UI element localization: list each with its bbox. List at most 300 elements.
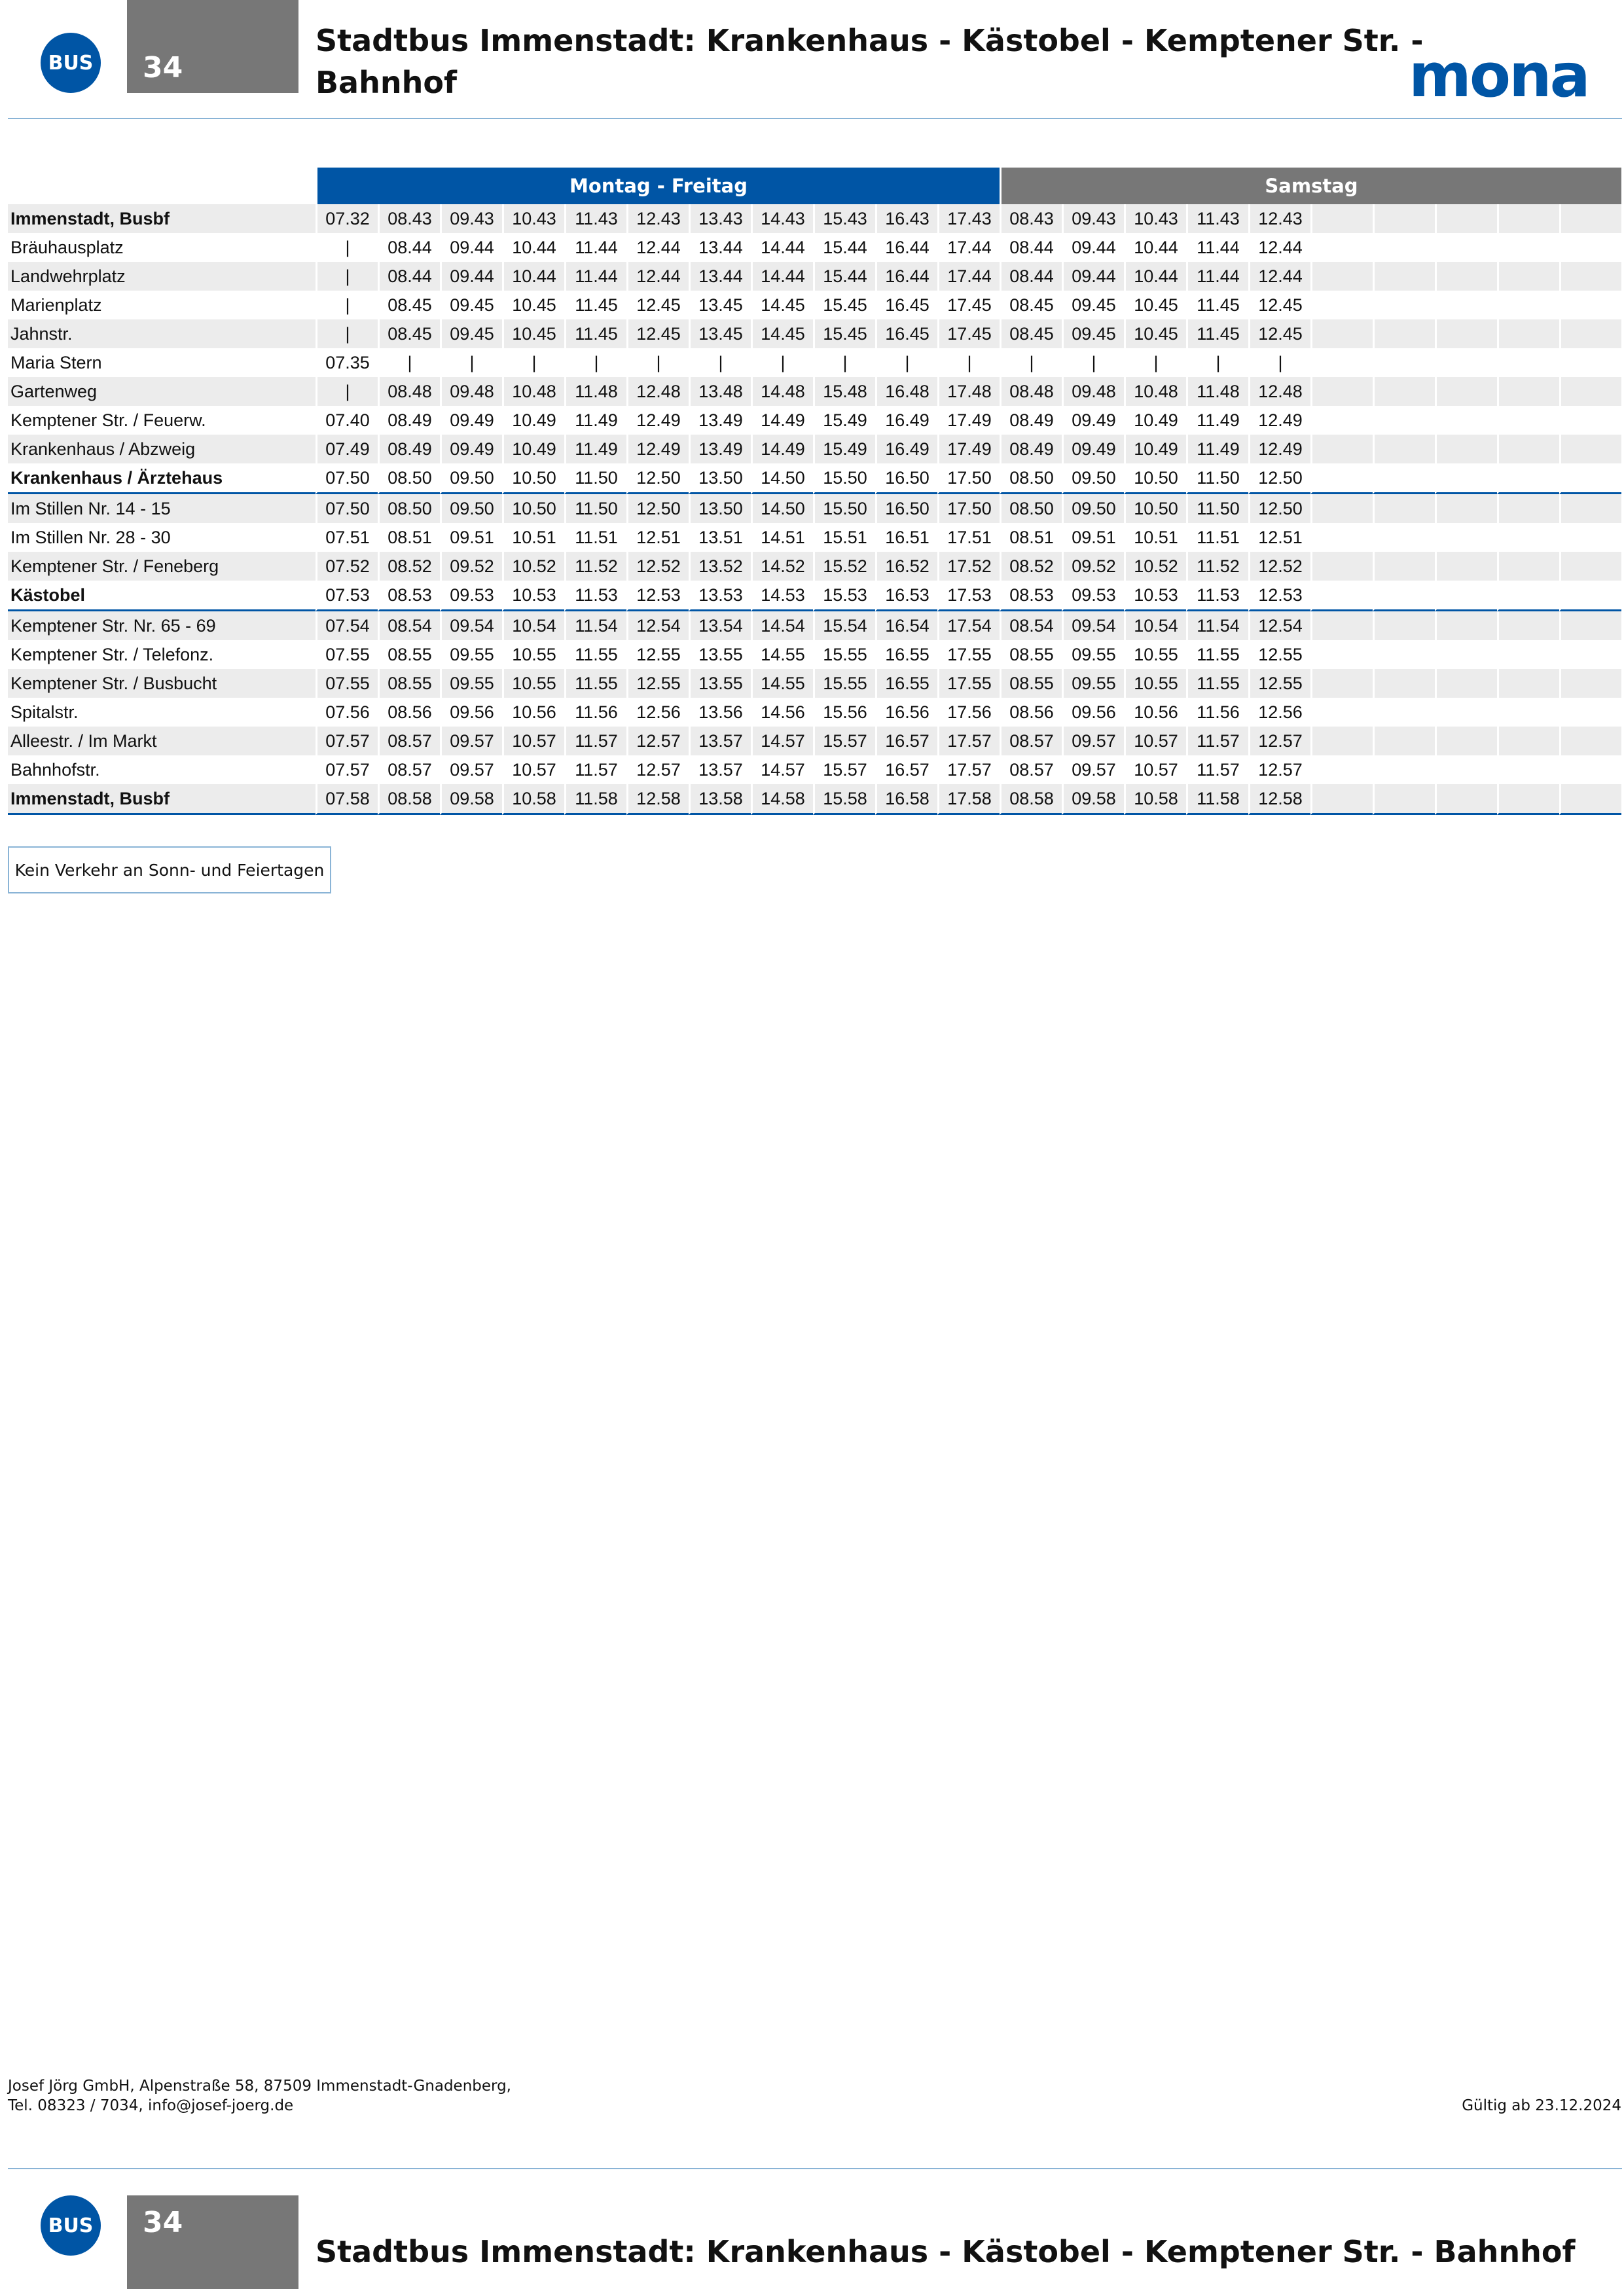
departure-time: 16.55 bbox=[875, 669, 937, 698]
departure-time: 16.57 bbox=[875, 755, 937, 784]
departure-time: 12.49 bbox=[1248, 406, 1310, 435]
departure-time: 17.45 bbox=[937, 291, 1000, 319]
table-row bbox=[8, 698, 1621, 727]
departure-time: 09.58 bbox=[1062, 784, 1124, 815]
departure-time bbox=[1373, 523, 1435, 552]
departure-time: 14.49 bbox=[751, 435, 813, 463]
departure-time: 10.48 bbox=[502, 377, 564, 406]
company-address: Josef Jörg GmbH, Alpenstraße 58, 87509 Immenstadt-Gnadenberg, bbox=[8, 2078, 511, 2095]
departure-time bbox=[1310, 581, 1373, 611]
departure-time: 11.49 bbox=[564, 406, 626, 435]
departure-time: 08.48 bbox=[1000, 377, 1062, 406]
departure-time: 12.44 bbox=[1248, 262, 1310, 291]
departure-time: 15.49 bbox=[813, 406, 875, 435]
departure-time: 15.53 bbox=[813, 581, 875, 611]
departure-time: 11.51 bbox=[1186, 523, 1248, 552]
departure-time: 07.32 bbox=[316, 204, 378, 233]
departure-time: | bbox=[378, 348, 440, 377]
departure-time: 08.44 bbox=[378, 262, 440, 291]
departure-time: 11.56 bbox=[1186, 698, 1248, 727]
departure-time bbox=[1559, 291, 1621, 319]
stop-column-header bbox=[8, 168, 316, 204]
departure-time bbox=[1559, 727, 1621, 755]
table-row bbox=[8, 319, 1621, 348]
departure-time: 17.44 bbox=[937, 262, 1000, 291]
departure-time: | bbox=[937, 348, 1000, 377]
departure-time: 15.50 bbox=[813, 463, 875, 494]
departure-time bbox=[1310, 611, 1373, 640]
departure-time: 12.45 bbox=[626, 291, 689, 319]
departure-time: 12.50 bbox=[626, 494, 689, 523]
departure-time: 17.54 bbox=[937, 611, 1000, 640]
departure-time bbox=[1559, 348, 1621, 377]
departure-time: 11.49 bbox=[564, 435, 626, 463]
departure-time bbox=[1435, 755, 1497, 784]
departure-time: | bbox=[875, 348, 937, 377]
departure-time: 10.49 bbox=[1124, 406, 1186, 435]
departure-time bbox=[1497, 581, 1559, 611]
departure-time: 08.50 bbox=[1000, 494, 1062, 523]
departure-time bbox=[1559, 611, 1621, 640]
departure-time: 07.50 bbox=[316, 494, 378, 523]
departure-time: 08.51 bbox=[1000, 523, 1062, 552]
departure-time: 10.57 bbox=[1124, 755, 1186, 784]
stop-name: Gartenweg bbox=[8, 377, 316, 406]
departure-time: 08.50 bbox=[1000, 463, 1062, 494]
departure-time: 11.49 bbox=[1186, 406, 1248, 435]
departure-time: 09.51 bbox=[1062, 523, 1124, 552]
departure-time: 17.52 bbox=[937, 552, 1000, 581]
departure-time bbox=[1373, 233, 1435, 262]
departure-time bbox=[1373, 377, 1435, 406]
departure-time: 08.51 bbox=[378, 523, 440, 552]
departure-time bbox=[1435, 377, 1497, 406]
departure-time: 15.49 bbox=[813, 435, 875, 463]
departure-time: 10.55 bbox=[502, 669, 564, 698]
departure-time: 16.50 bbox=[875, 494, 937, 523]
departure-time: 08.57 bbox=[1000, 755, 1062, 784]
departure-time: 12.57 bbox=[1248, 755, 1310, 784]
departure-time bbox=[1435, 291, 1497, 319]
departure-time: 13.56 bbox=[689, 698, 751, 727]
route-title-line1: Stadtbus Immenstadt: Krankenhaus - Kästobel - Kemptener Str. - bbox=[316, 23, 1424, 58]
departure-time: 13.49 bbox=[689, 435, 751, 463]
departure-time: 09.44 bbox=[440, 262, 502, 291]
departure-time: 07.55 bbox=[316, 640, 378, 669]
departure-time: 17.57 bbox=[937, 727, 1000, 755]
bus-icon-bottom: BUS bbox=[41, 2195, 101, 2256]
departure-time: 12.58 bbox=[626, 784, 689, 815]
departure-time bbox=[1435, 494, 1497, 523]
departure-time: 10.44 bbox=[1124, 233, 1186, 262]
departure-time bbox=[1310, 291, 1373, 319]
departure-time bbox=[1559, 640, 1621, 669]
table-row bbox=[8, 755, 1621, 784]
departure-time: 13.55 bbox=[689, 640, 751, 669]
departure-time bbox=[1373, 640, 1435, 669]
departure-time: 11.57 bbox=[564, 755, 626, 784]
departure-time: 10.54 bbox=[1124, 611, 1186, 640]
departure-time: 16.45 bbox=[875, 291, 937, 319]
departure-time: 16.54 bbox=[875, 611, 937, 640]
departure-time: 12.52 bbox=[1248, 552, 1310, 581]
group-saturday: Samstag bbox=[1000, 168, 1621, 204]
departure-time: 07.56 bbox=[316, 698, 378, 727]
departure-time: 11.50 bbox=[564, 463, 626, 494]
departure-time: 16.43 bbox=[875, 204, 937, 233]
departure-time bbox=[1497, 640, 1559, 669]
departure-time: 09.44 bbox=[440, 233, 502, 262]
departure-time bbox=[1435, 262, 1497, 291]
stop-name: Kemptener Str. Nr. 65 - 69 bbox=[8, 611, 316, 640]
departure-time: 09.57 bbox=[440, 755, 502, 784]
departure-time bbox=[1497, 291, 1559, 319]
departure-time: 09.57 bbox=[1062, 755, 1124, 784]
departure-time: 14.53 bbox=[751, 581, 813, 611]
timetable-body bbox=[8, 204, 1621, 815]
departure-time: 17.57 bbox=[937, 755, 1000, 784]
departure-time: 08.49 bbox=[1000, 406, 1062, 435]
departure-time: 12.55 bbox=[626, 640, 689, 669]
departure-time: 17.43 bbox=[937, 204, 1000, 233]
departure-time: 17.55 bbox=[937, 640, 1000, 669]
departure-time bbox=[1373, 406, 1435, 435]
departure-time bbox=[1497, 463, 1559, 494]
table-row bbox=[8, 784, 1621, 815]
departure-time: 11.50 bbox=[1186, 463, 1248, 494]
stop-name: Maria Stern bbox=[8, 348, 316, 377]
departure-time: 14.54 bbox=[751, 611, 813, 640]
departure-time: 09.55 bbox=[440, 640, 502, 669]
stop-name: Landwehrplatz bbox=[8, 262, 316, 291]
departure-time bbox=[1559, 319, 1621, 348]
departure-time: 13.43 bbox=[689, 204, 751, 233]
departure-time: 10.54 bbox=[502, 611, 564, 640]
departure-time bbox=[1373, 698, 1435, 727]
departure-time: 15.50 bbox=[813, 494, 875, 523]
departure-time: 11.48 bbox=[564, 377, 626, 406]
departure-time: 17.50 bbox=[937, 494, 1000, 523]
departure-time: 15.51 bbox=[813, 523, 875, 552]
bus-icon: BUS bbox=[41, 33, 101, 93]
departure-time: 14.49 bbox=[751, 406, 813, 435]
departure-time: 12.52 bbox=[626, 552, 689, 581]
departure-time: 08.43 bbox=[378, 204, 440, 233]
departure-time: 08.53 bbox=[378, 581, 440, 611]
departure-time: 15.58 bbox=[813, 784, 875, 815]
departure-time: 12.45 bbox=[1248, 291, 1310, 319]
departure-time: | bbox=[1124, 348, 1186, 377]
departure-time: 10.45 bbox=[502, 291, 564, 319]
departure-time: 09.57 bbox=[1062, 727, 1124, 755]
departure-time: 07.52 bbox=[316, 552, 378, 581]
departure-time: 15.45 bbox=[813, 291, 875, 319]
departure-time: 09.57 bbox=[440, 727, 502, 755]
route-title-line2: Bahnhof bbox=[316, 65, 457, 100]
departure-time: 16.49 bbox=[875, 435, 937, 463]
stop-name: Kästobel bbox=[8, 581, 316, 611]
departure-time: 12.51 bbox=[626, 523, 689, 552]
departure-time: 12.54 bbox=[1248, 611, 1310, 640]
departure-time: 09.48 bbox=[1062, 377, 1124, 406]
departure-time: 12.50 bbox=[626, 463, 689, 494]
departure-time: 16.55 bbox=[875, 640, 937, 669]
departure-time: 08.57 bbox=[378, 755, 440, 784]
departure-time: | bbox=[316, 377, 378, 406]
departure-time bbox=[1559, 552, 1621, 581]
departure-time: 14.51 bbox=[751, 523, 813, 552]
departure-time: 15.44 bbox=[813, 262, 875, 291]
table-row bbox=[8, 377, 1621, 406]
departure-time: 09.54 bbox=[440, 611, 502, 640]
departure-time: 08.55 bbox=[1000, 640, 1062, 669]
departure-time: 09.51 bbox=[440, 523, 502, 552]
departure-time bbox=[1559, 262, 1621, 291]
departure-time: 12.56 bbox=[626, 698, 689, 727]
departure-time bbox=[1559, 784, 1621, 815]
departure-time: 17.49 bbox=[937, 435, 1000, 463]
departure-time: 14.57 bbox=[751, 755, 813, 784]
departure-time: 13.45 bbox=[689, 319, 751, 348]
departure-time: 17.53 bbox=[937, 581, 1000, 611]
departure-time: 08.57 bbox=[1000, 727, 1062, 755]
departure-time bbox=[1497, 669, 1559, 698]
departure-time: 10.45 bbox=[1124, 319, 1186, 348]
departure-time bbox=[1310, 348, 1373, 377]
departure-time bbox=[1435, 233, 1497, 262]
departure-time: 10.58 bbox=[502, 784, 564, 815]
stop-name: Bräuhausplatz bbox=[8, 233, 316, 262]
departure-time: 12.43 bbox=[1248, 204, 1310, 233]
departure-time: 14.56 bbox=[751, 698, 813, 727]
stop-name: Kemptener Str. / Telefonz. bbox=[8, 640, 316, 669]
table-row bbox=[8, 204, 1621, 233]
company-info bbox=[8, 2076, 511, 2116]
departure-time: 09.50 bbox=[1062, 463, 1124, 494]
departure-time: 07.57 bbox=[316, 755, 378, 784]
departure-time: 13.50 bbox=[689, 494, 751, 523]
departure-time bbox=[1435, 435, 1497, 463]
departure-time: 12.56 bbox=[1248, 698, 1310, 727]
departure-time: 10.44 bbox=[1124, 262, 1186, 291]
departure-time: 09.50 bbox=[440, 463, 502, 494]
table-row bbox=[8, 727, 1621, 755]
departure-time: 12.58 bbox=[1248, 784, 1310, 815]
departure-time: 14.57 bbox=[751, 727, 813, 755]
departure-time: 17.58 bbox=[937, 784, 1000, 815]
departure-time: 07.57 bbox=[316, 727, 378, 755]
stop-name: Immenstadt, Busbf bbox=[8, 784, 316, 815]
departure-time: | bbox=[316, 319, 378, 348]
departure-time: 07.53 bbox=[316, 581, 378, 611]
departure-time: 15.48 bbox=[813, 377, 875, 406]
departure-time: 16.51 bbox=[875, 523, 937, 552]
departure-time: 07.49 bbox=[316, 435, 378, 463]
departure-time: 10.43 bbox=[502, 204, 564, 233]
departure-time bbox=[1559, 755, 1621, 784]
departure-time: 11.54 bbox=[564, 611, 626, 640]
departure-time bbox=[1435, 698, 1497, 727]
departure-time: 11.55 bbox=[564, 640, 626, 669]
departure-time bbox=[1310, 406, 1373, 435]
departure-time: 12.49 bbox=[626, 435, 689, 463]
departure-time: 09.48 bbox=[440, 377, 502, 406]
departure-time: 13.49 bbox=[689, 406, 751, 435]
departure-time bbox=[1559, 463, 1621, 494]
departure-time bbox=[1435, 669, 1497, 698]
departure-time bbox=[1559, 523, 1621, 552]
departure-time: 12.49 bbox=[1248, 435, 1310, 463]
departure-time bbox=[1373, 727, 1435, 755]
departure-time: 16.49 bbox=[875, 406, 937, 435]
departure-time bbox=[1559, 494, 1621, 523]
departure-time: 10.45 bbox=[1124, 291, 1186, 319]
valid-from: Gültig ab 23.12.2024 bbox=[1462, 2097, 1621, 2114]
departure-time: 08.53 bbox=[1000, 581, 1062, 611]
departure-time: 09.56 bbox=[440, 698, 502, 727]
departure-time: 09.45 bbox=[1062, 319, 1124, 348]
departure-time: 10.56 bbox=[1124, 698, 1186, 727]
departure-time: 12.55 bbox=[626, 669, 689, 698]
departure-time: | bbox=[316, 262, 378, 291]
departure-time: 12.53 bbox=[1248, 581, 1310, 611]
departure-time bbox=[1497, 319, 1559, 348]
departure-time bbox=[1497, 698, 1559, 727]
departure-time bbox=[1310, 463, 1373, 494]
departure-time: 15.57 bbox=[813, 727, 875, 755]
departure-time: 11.56 bbox=[564, 698, 626, 727]
departure-time: | bbox=[1248, 348, 1310, 377]
departure-time: 10.51 bbox=[1124, 523, 1186, 552]
departure-time: | bbox=[1186, 348, 1248, 377]
departure-time: 17.45 bbox=[937, 319, 1000, 348]
departure-time: 17.50 bbox=[937, 463, 1000, 494]
table-row bbox=[8, 463, 1621, 494]
departure-time: 08.49 bbox=[378, 406, 440, 435]
departure-time bbox=[1373, 348, 1435, 377]
departure-time: 11.53 bbox=[1186, 581, 1248, 611]
departure-time: 16.58 bbox=[875, 784, 937, 815]
departure-time: 12.55 bbox=[1248, 669, 1310, 698]
departure-time: 16.44 bbox=[875, 233, 937, 262]
departure-time: 10.57 bbox=[502, 755, 564, 784]
departure-time bbox=[1559, 435, 1621, 463]
departure-time bbox=[1435, 204, 1497, 233]
departure-time: 08.57 bbox=[378, 727, 440, 755]
route-title-bottom: Stadtbus Immenstadt: Krankenhaus - Kästobel - Kemptener Str. - Bahnhof bbox=[316, 2234, 1576, 2269]
departure-time: 09.55 bbox=[1062, 640, 1124, 669]
departure-time bbox=[1373, 494, 1435, 523]
departure-time: 11.55 bbox=[564, 669, 626, 698]
departure-time bbox=[1559, 669, 1621, 698]
departure-time: 13.58 bbox=[689, 784, 751, 815]
departure-time: 12.43 bbox=[626, 204, 689, 233]
table-row bbox=[8, 435, 1621, 463]
departure-time: 16.57 bbox=[875, 727, 937, 755]
departure-time bbox=[1497, 755, 1559, 784]
departure-time: 12.51 bbox=[1248, 523, 1310, 552]
departure-time bbox=[1435, 319, 1497, 348]
departure-time: 11.49 bbox=[1186, 435, 1248, 463]
departure-time: 10.48 bbox=[1124, 377, 1186, 406]
departure-time: 13.48 bbox=[689, 377, 751, 406]
departure-time: 11.45 bbox=[1186, 319, 1248, 348]
departure-time: 14.45 bbox=[751, 291, 813, 319]
departure-time bbox=[1310, 784, 1373, 815]
departure-time bbox=[1310, 552, 1373, 581]
departure-time bbox=[1435, 406, 1497, 435]
departure-time: 09.45 bbox=[440, 319, 502, 348]
departure-time bbox=[1373, 463, 1435, 494]
departure-time: 08.54 bbox=[1000, 611, 1062, 640]
departure-time: 09.55 bbox=[440, 669, 502, 698]
departure-time bbox=[1497, 494, 1559, 523]
departure-time: 09.45 bbox=[1062, 291, 1124, 319]
departure-time bbox=[1497, 348, 1559, 377]
departure-time: 10.53 bbox=[502, 581, 564, 611]
company-contact: Tel. 08323 / 7034, info@josef-joerg.de bbox=[8, 2097, 294, 2114]
departure-time: | bbox=[751, 348, 813, 377]
departure-time: 14.50 bbox=[751, 494, 813, 523]
departure-time: 08.45 bbox=[1000, 291, 1062, 319]
departure-time: | bbox=[502, 348, 564, 377]
departure-time: 11.43 bbox=[564, 204, 626, 233]
table-row bbox=[8, 494, 1621, 523]
departure-time bbox=[1310, 698, 1373, 727]
group-weekday: Montag - Freitag bbox=[316, 168, 1000, 204]
departure-time: 17.56 bbox=[937, 698, 1000, 727]
departure-time: 14.55 bbox=[751, 640, 813, 669]
departure-time: 14.43 bbox=[751, 204, 813, 233]
departure-time: 09.49 bbox=[1062, 435, 1124, 463]
departure-time: 15.45 bbox=[813, 319, 875, 348]
departure-time: 11.50 bbox=[564, 494, 626, 523]
departure-time bbox=[1497, 727, 1559, 755]
departure-time: 09.52 bbox=[440, 552, 502, 581]
departure-time bbox=[1497, 435, 1559, 463]
departure-time: 07.35 bbox=[316, 348, 378, 377]
table-row bbox=[8, 291, 1621, 319]
departure-time bbox=[1373, 784, 1435, 815]
stop-name: Im Stillen Nr. 14 - 15 bbox=[8, 494, 316, 523]
departure-time: 11.55 bbox=[1186, 640, 1248, 669]
departure-time bbox=[1559, 204, 1621, 233]
departure-time: 12.57 bbox=[1248, 727, 1310, 755]
departure-time: 11.58 bbox=[564, 784, 626, 815]
departure-time: 10.45 bbox=[502, 319, 564, 348]
line-number: 34 bbox=[127, 0, 298, 93]
departure-time: 08.45 bbox=[378, 291, 440, 319]
departure-time bbox=[1373, 611, 1435, 640]
departure-time: 09.44 bbox=[1062, 233, 1124, 262]
departure-time: 14.50 bbox=[751, 463, 813, 494]
departure-time: 09.50 bbox=[1062, 494, 1124, 523]
departure-time: 10.43 bbox=[1124, 204, 1186, 233]
departure-time bbox=[1310, 262, 1373, 291]
departure-time: 11.44 bbox=[1186, 262, 1248, 291]
stop-name: Kemptener Str. / Feneberg bbox=[8, 552, 316, 581]
departure-time: 11.57 bbox=[1186, 755, 1248, 784]
departure-time: 11.50 bbox=[1186, 494, 1248, 523]
departure-time bbox=[1435, 727, 1497, 755]
departure-time: 11.55 bbox=[1186, 669, 1248, 698]
line-number-bottom: 34 bbox=[127, 2195, 298, 2289]
departure-time: 12.57 bbox=[626, 727, 689, 755]
table-row bbox=[8, 406, 1621, 435]
departure-time: 17.51 bbox=[937, 523, 1000, 552]
departure-time bbox=[1310, 640, 1373, 669]
departure-time: 12.53 bbox=[626, 581, 689, 611]
